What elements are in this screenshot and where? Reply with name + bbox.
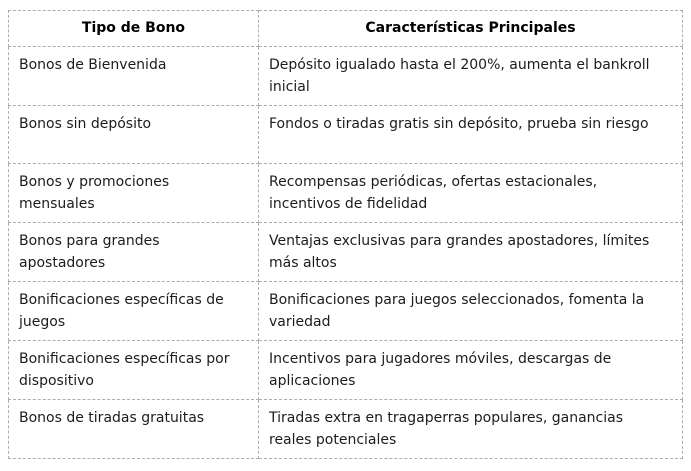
characteristics-cell: Fondos o tiradas gratis sin depósito, prueba sin riesgo xyxy=(259,106,683,164)
table-body xyxy=(9,47,683,459)
characteristics-cell: Ventajas exclusivas para grandes apostadores, límites más altos xyxy=(259,223,683,282)
bonus-type-cell: Bonos sin depósito xyxy=(9,106,259,164)
bonus-type-cell: Bonificaciones específicas de juegos xyxy=(9,282,259,341)
table-row xyxy=(9,282,683,341)
characteristics-cell: Tiradas extra en tragaperras populares, ganancias reales potenciales xyxy=(259,400,683,459)
characteristics-cell: Bonificaciones para juegos seleccionados, fomenta la variedad xyxy=(259,282,683,341)
table-row xyxy=(9,47,683,106)
characteristics-cell: Recompensas periódicas, ofertas estacionales, incentivos de fidelidad xyxy=(259,164,683,223)
table-row xyxy=(9,400,683,459)
table-row xyxy=(9,223,683,282)
bonus-type-cell: Bonificaciones específicas por dispositivo xyxy=(9,341,259,400)
bonus-type-cell: Bonos de tiradas gratuitas xyxy=(9,400,259,459)
table-header xyxy=(9,11,683,47)
header-cell-tipo-de-bono: Tipo de Bono xyxy=(9,11,259,47)
characteristics-cell: Incentivos para jugadores móviles, descargas de aplicaciones xyxy=(259,341,683,400)
table-row xyxy=(9,164,683,223)
characteristics-cell: Depósito igualado hasta el 200%, aumenta el bankroll inicial xyxy=(259,47,683,106)
bonus-type-cell: Bonos para grandes apostadores xyxy=(9,223,259,282)
bonus-types-table xyxy=(8,10,683,459)
bonus-type-cell: Bonos y promociones mensuales xyxy=(9,164,259,223)
table-row xyxy=(9,341,683,400)
bonus-type-cell: Bonos de Bienvenida xyxy=(9,47,259,106)
header-cell-caracteristicas-principales: Características Principales xyxy=(259,11,683,47)
header-row xyxy=(9,11,683,47)
table-row xyxy=(9,106,683,164)
